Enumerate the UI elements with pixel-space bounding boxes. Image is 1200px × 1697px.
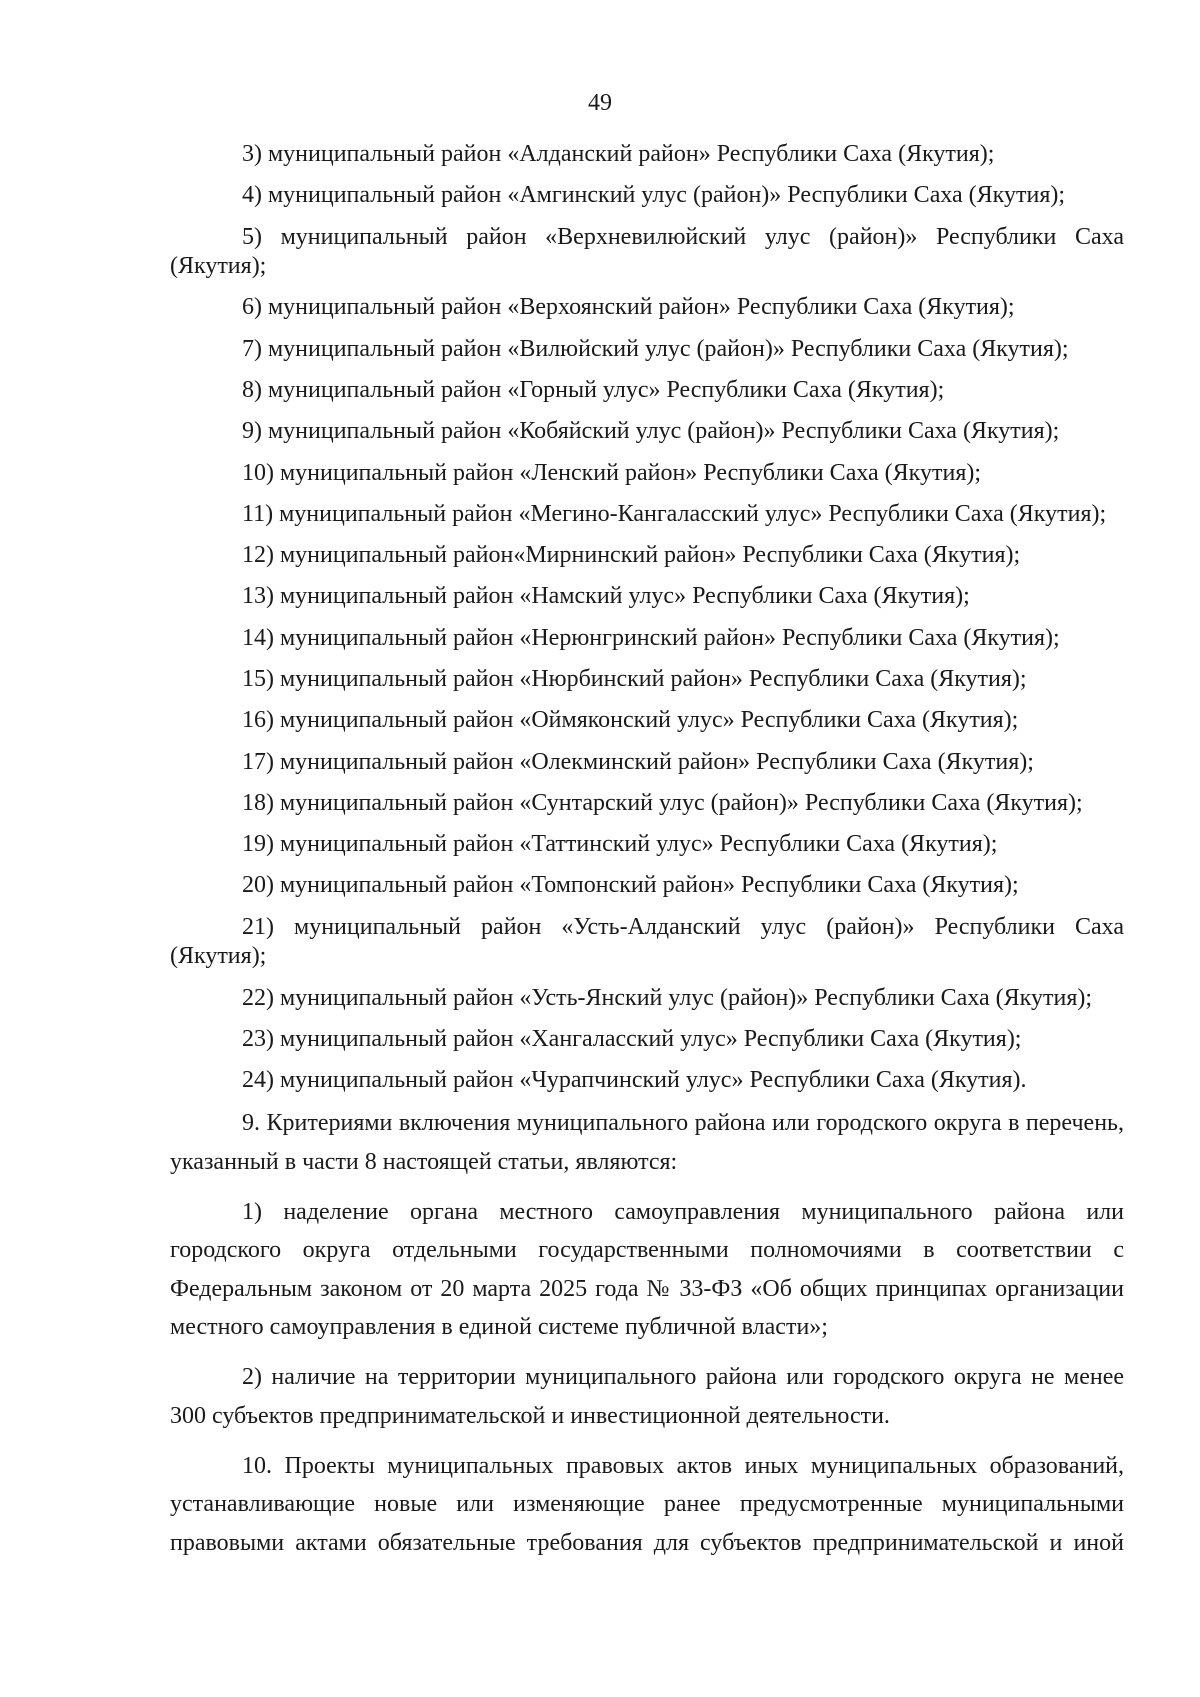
list-item: 12) муниципальный район«Мирнинский район» Республики Саха (Якутия); <box>242 542 1021 569</box>
section-10-text: 10. Проекты муниципальных правовых актов иных муниципальных образований, устанавливающие новые или изменяющие ранее предусмотренные муниципальными правовыми актами обязательные требования для субъектов предпринимательской и иной <box>170 1452 1124 1556</box>
section-9-intro: 9. Критериями включения муниципального района или городского округа в перечень, указанный в части 8 настоящей статьи, являются: <box>170 1110 1124 1175</box>
page-number: 49 <box>588 90 612 116</box>
list-item: 11) муниципальный район «Мегино-Кангаласский улус» Республики Саха (Якутия); <box>242 500 1107 527</box>
list-item: 5) муниципальный район «Верхневилюйский улус (район)» Республики Саха (Якутия); <box>170 223 1124 280</box>
list-item: 17) муниципальный район «Олекминский район» Республики Саха (Якутия); <box>242 748 1034 775</box>
section-9-criterion-1: 1) наделение органа местного самоуправления муниципального района или городского округа отдельными государственными полномочиями в соответствии с Федеральным законом от 20 марта 2025 года № 33-ФЗ «Об общих принципах организации местного самоуправления в единой системе публичной власти»; <box>170 1198 1124 1341</box>
list-item: 13) муниципальный район «Намский улус» Республики Саха (Якутия); <box>242 583 970 610</box>
list-item: 4) муниципальный район «Амгинский улус (район)» Республики Саха (Якутия); <box>242 182 1066 209</box>
list-item: 21) муниципальный район «Усть-Алданский улус (район)» Республики Саха (Якутия); <box>170 913 1124 970</box>
list-item: 23) муниципальный район «Хангаласский улус» Республики Саха (Якутия); <box>242 1025 1022 1052</box>
list-item: 19) муниципальный район «Таттинский улус» Республики Саха (Якутия); <box>242 831 998 858</box>
list-item: 18) муниципальный район «Сунтарский улус (район)» Республики Саха (Якутия); <box>242 789 1083 816</box>
list-item: 8) муниципальный район «Горный улус» Республики Саха (Якутия); <box>242 377 945 403</box>
document-body <box>170 140 1124 1574</box>
list-item: 15) муниципальный район «Нюрбинский район» Республики Саха (Якутия); <box>242 665 1027 692</box>
list-item: 10) муниципальный район «Ленский район» Республики Саха (Якутия); <box>242 459 982 486</box>
list-item: 3) муниципальный район «Алданский район» Республики Саха (Якутия); <box>242 141 995 167</box>
section-9-criterion-2: 2) наличие на территории муниципального района или городского округа не менее 300 субъектов предпринимательской и инвестиционной деятельности. <box>170 1364 1124 1429</box>
list-item: 20) муниципальный район «Томпонский район» Республики Саха (Якутия); <box>242 872 1019 899</box>
list-item: 14) муниципальный район «Нерюнгринский район» Республики Саха (Якутия); <box>242 624 1060 651</box>
municipal-district-list <box>170 140 1124 1096</box>
list-item: 16) муниципальный район «Оймяконский улус» Республики Саха (Якутия); <box>242 707 1019 734</box>
list-item: 7) муниципальный район «Вилюйский улус (район)» Республики Саха (Якутия); <box>242 335 1069 362</box>
list-item: 22) муниципальный район «Усть-Янский улус (район)» Республики Саха (Якутия); <box>242 984 1093 1011</box>
list-item: 9) муниципальный район «Кобяйский улус (район)» Республики Саха (Якутия); <box>242 418 1060 445</box>
list-item: 6) муниципальный район «Верхоянский район» Республики Саха (Якутия); <box>242 294 1015 321</box>
list-item: 24) муниципальный район «Чурапчинский улус» Республики Саха (Якутия). <box>242 1067 1027 1094</box>
